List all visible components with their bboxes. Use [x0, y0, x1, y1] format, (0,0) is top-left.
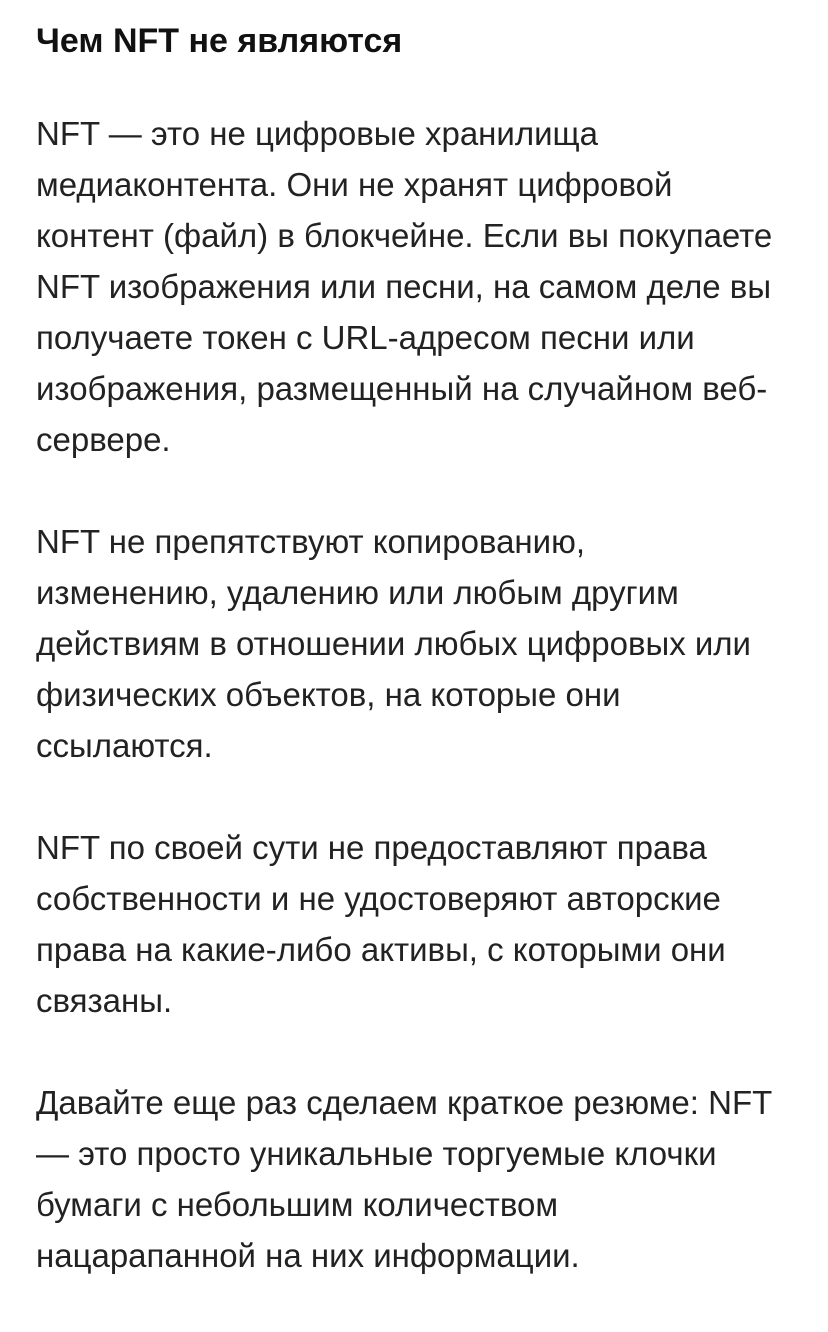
article — [36, 18, 806, 1332]
paragraph-3: NFT по своей сути не предоставляют права собственности и не удостоверяют авторские права на какие-либо активы, с которыми они связаны. — [36, 829, 726, 1019]
article-title: Чем NFT не являются — [36, 22, 403, 60]
paragraph-1: NFT — это не цифровые хранилища медиаконтента. Они не хранят цифровой контент (файл) в блокчейне. Если вы покупаете NFT изображения или песни, на самом деле вы получаете токен с URL-адресом песни или изображения, размещенный на случайном веб- сервере. — [36, 115, 773, 458]
paragraph-4: Давайте еще раз сделаем краткое резюме: NFT — это просто уникальные торгуемые клочки бумаги с небольшим количеством нацарапанной на них информации. — [36, 1084, 773, 1274]
paragraph-2: NFT не препятствуют копированию, изменению, удалению или любым другим действиям в отношении любых цифровых или физических объектов, на которые они ссылаются. — [36, 523, 751, 764]
